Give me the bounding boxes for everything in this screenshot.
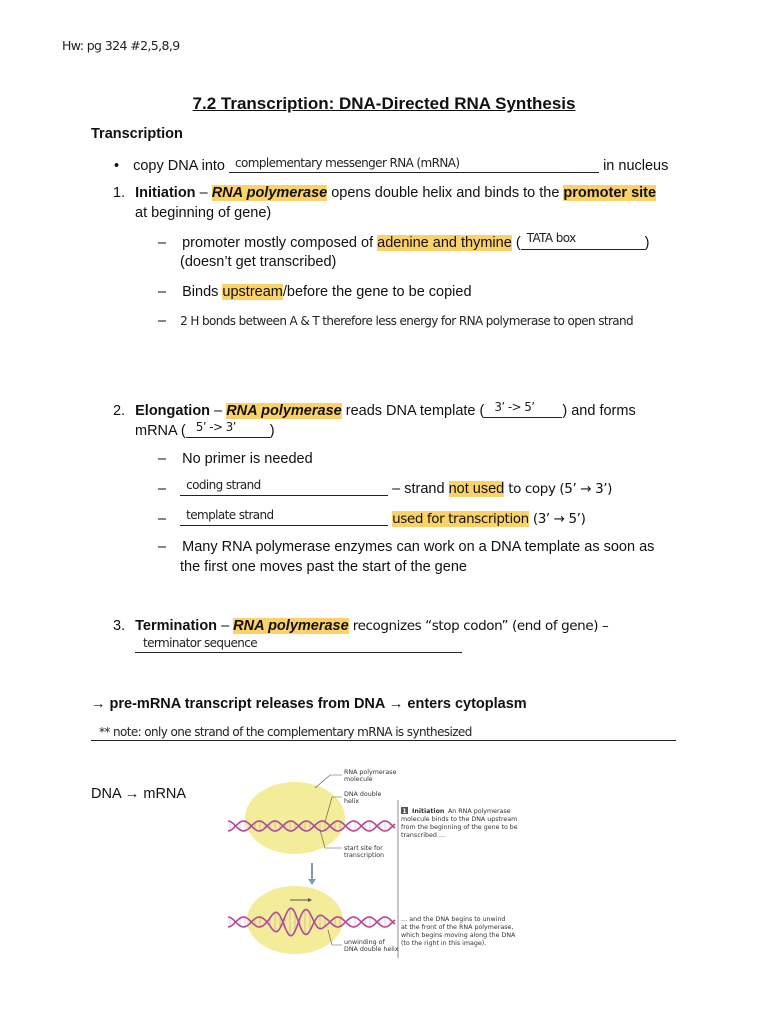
step-text-2: molecule binds to the DNA upstream xyxy=(401,816,518,823)
answer-tata: TATA box xyxy=(526,231,576,245)
elongation-sub-4-line-2: the first one moves past the start of the gene xyxy=(180,559,467,575)
used-for-transcription-highlight: used for transcription xyxy=(392,511,529,527)
sub-marker: – xyxy=(158,284,167,300)
sub-text-before: promoter mostly composed of xyxy=(182,235,374,251)
answer-blank-terminator xyxy=(135,636,462,653)
paren-close: ) xyxy=(644,235,650,251)
step-text-3: from the beginning of the gene to be xyxy=(401,824,518,831)
elongation-line-1 xyxy=(113,402,636,419)
elongation-enzyme: RNA polymerase xyxy=(226,403,342,419)
sub-text: No primer is needed xyxy=(182,451,313,467)
initiation-dash: – xyxy=(199,185,208,201)
note-line xyxy=(91,723,676,741)
termination-text: recognizes “stop codon” (end of gene) – xyxy=(352,618,609,634)
diagram-label: DNA → mRNA xyxy=(91,786,187,802)
label-helix-2: helix xyxy=(344,798,360,805)
answer-blank-tata xyxy=(521,231,645,250)
note-text: ** note: only one strand of the complementary mRNA is synthesized xyxy=(99,725,472,739)
bullet-text-before: copy DNA into xyxy=(133,158,225,174)
answer-coding-strand: coding strand xyxy=(186,478,261,492)
adenine-thymine-highlight: adenine and thymine xyxy=(377,235,512,251)
answer-mrna: complementary messenger RNA (mRNA) xyxy=(235,156,460,170)
initiation-text-1: opens double helix and binds to the xyxy=(331,185,560,201)
elongation-sub-3 xyxy=(158,510,585,527)
sub-marker: – xyxy=(158,481,167,497)
step-number: 1 xyxy=(402,808,407,815)
handwritten-note: 2 H bonds between A & T therefore less energy for RNA polymerase to open strand xyxy=(180,314,634,328)
sub-text-after: /before the gene to be copied xyxy=(282,284,472,300)
answer-template-direction: 3’ -> 5’ xyxy=(494,400,535,414)
step-title: Initiation xyxy=(412,808,445,815)
elongation-text-2: ) and forms xyxy=(562,403,636,419)
initiation-sub-1 xyxy=(158,231,650,251)
sub-marker: – xyxy=(158,511,167,527)
page-title: 7.2 Transcription: DNA-Directed RNA Synthesis xyxy=(192,94,576,113)
termination-number: 3. xyxy=(113,618,126,634)
initiation-label: Initiation xyxy=(135,185,196,201)
initiation-sub-2 xyxy=(158,284,472,300)
answer-terminator: terminator sequence xyxy=(143,636,258,650)
sub-text-after-2: to copy (5’ → 3’) xyxy=(508,481,613,497)
continuation-text-1: … and the DNA begins to unwind xyxy=(401,916,506,923)
elongation-text-1: reads DNA template ( xyxy=(345,403,485,419)
initiation-number: 1. xyxy=(113,185,126,201)
label-polymerase-2: molecule xyxy=(344,776,373,783)
initiation-line-1 xyxy=(113,185,656,201)
sub-marker: – xyxy=(158,313,167,329)
sub-marker: – xyxy=(158,451,167,467)
label-unwinding: unwinding of xyxy=(344,939,385,946)
termination-dash: – xyxy=(221,618,230,634)
paren-open: ( xyxy=(515,235,521,251)
elongation-line-2 xyxy=(135,422,275,439)
elongation-sub-1 xyxy=(158,451,313,467)
answer-blank-coding-strand xyxy=(180,480,388,496)
sub-text-line-1: Many RNA polymerase enzymes can work on a DNA template as soon as xyxy=(182,539,655,555)
elongation-number: 2. xyxy=(113,403,126,419)
bullet-line xyxy=(114,157,668,174)
not-used-highlight: not used xyxy=(448,481,505,497)
transcription-diagram xyxy=(220,760,520,960)
elongation-mrna-before: mRNA ( xyxy=(135,423,186,439)
rna-polymerase-shape xyxy=(245,782,345,854)
label-start-site: start site for xyxy=(344,845,383,852)
elongation-sub-2 xyxy=(158,480,612,497)
termination-line-1 xyxy=(113,618,608,634)
termination-enzyme: RNA polymerase xyxy=(233,618,349,634)
sub-marker: – xyxy=(158,235,167,251)
bullet-text-after: in nucleus xyxy=(603,158,669,174)
elongation-label: Elongation xyxy=(135,403,211,419)
label-polymerase: RNA polymerase xyxy=(344,769,397,776)
section-heading: Transcription xyxy=(91,126,183,142)
sub-text-after-1: – strand xyxy=(392,481,445,497)
label-unwinding-2: DNA double helix xyxy=(344,946,399,953)
step-text-1: An RNA polymerase xyxy=(448,808,511,815)
elongation-dash: – xyxy=(214,403,223,419)
continuation-text-3: which begins moving along the DNA xyxy=(401,932,516,939)
sub-text-after: (3’ → 5’) xyxy=(532,511,586,527)
termination-label: Termination xyxy=(135,618,218,634)
answer-blank-template-direction xyxy=(484,402,562,418)
label-start-site-2: transcription xyxy=(344,852,385,859)
continuation-text-4: (to the right in this image). xyxy=(401,940,487,947)
bullet-marker: • xyxy=(114,158,120,174)
initiation-enzyme: RNA polymerase xyxy=(211,185,328,201)
initiation-line-2: at beginning of gene) xyxy=(135,205,272,221)
answer-mrna-direction: 5’ -> 3’ xyxy=(195,420,236,434)
answer-blank-template-strand xyxy=(180,510,388,526)
label-helix: DNA double xyxy=(344,791,382,798)
elongation-sub-4 xyxy=(158,539,654,555)
upstream-highlight: upstream xyxy=(222,284,283,300)
homework-note: Hw: pg 324 #2,5,8,9 xyxy=(62,38,180,53)
continuation-text-2: at the front of the RNA polymerase, xyxy=(401,924,514,931)
step-text-4: transcribed … xyxy=(401,832,446,839)
sub-marker: – xyxy=(158,539,167,555)
elongation-mrna-after: ) xyxy=(269,423,275,439)
sub-text-before: Binds xyxy=(182,284,219,300)
answer-blank-mrna xyxy=(229,157,599,173)
down-arrow-head-icon xyxy=(308,879,316,885)
initiation-sub-1-line-2: (doesn’t get transcribed) xyxy=(180,254,337,270)
initiation-sub-3 xyxy=(158,313,633,329)
promoter-site-highlight: promoter site xyxy=(563,185,657,201)
release-statement: → pre-mRNA transcript releases from DNA → enters cytoplasm xyxy=(91,696,527,712)
answer-template-strand: template strand xyxy=(186,508,274,522)
answer-blank-mrna-direction xyxy=(186,422,270,438)
